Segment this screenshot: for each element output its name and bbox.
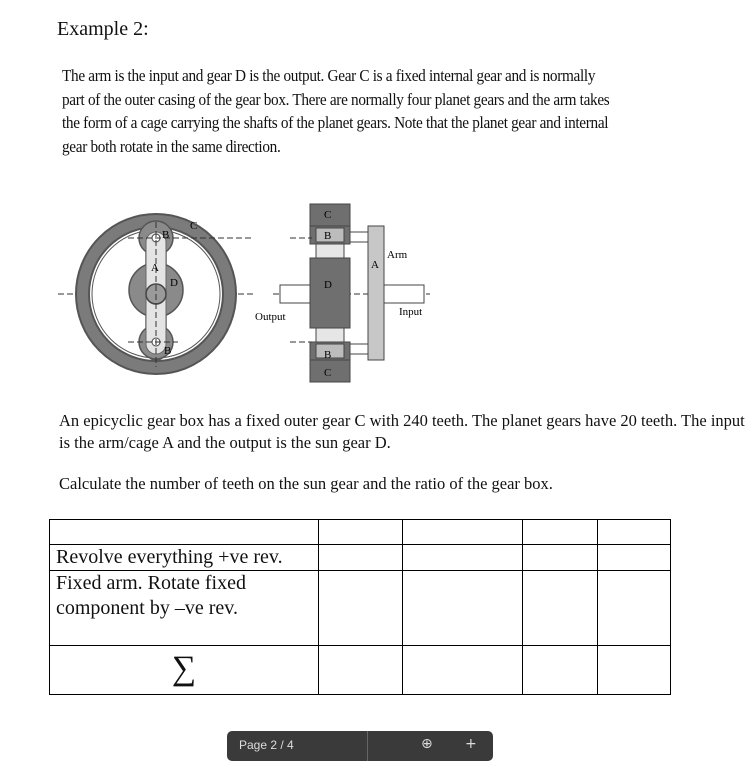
- table-cell: [403, 545, 523, 571]
- table-cell: [598, 545, 671, 571]
- table-cell-label: Revolve everything +ve rev.: [50, 545, 319, 571]
- table-cell-label: [50, 520, 319, 545]
- table-cell: [319, 520, 403, 545]
- toolbar-divider: [367, 731, 368, 761]
- table-cell: [319, 646, 403, 695]
- side-view: [255, 204, 430, 382]
- table-row-sum: [50, 646, 671, 695]
- question-text: Calculate the number of teeth on the sun gear and the ratio of the gear box.: [59, 474, 553, 493]
- table-cell: [319, 545, 403, 571]
- page-heading: Example 2:: [57, 18, 149, 40]
- label-b-front-bottom: B: [164, 345, 172, 357]
- label-b-front-top: B: [162, 229, 170, 241]
- intro-paragraph: The arm is the input and gear D is the output. Gear C is a fixed internal gear and is normally part of the outer casing of the gear box. There are normally four planet gears and the arm takes the form of a cage carrying the shafts of the planet gears. Note that the planet gear and internal gear both rotate in the same direction.: [62, 66, 610, 156]
- page-indicator: Page 2 / 4: [239, 738, 294, 752]
- sigma-symbol: ∑: [50, 646, 319, 695]
- label-output: Output: [255, 311, 286, 323]
- zoom-icon[interactable]: ⊕: [421, 736, 433, 752]
- plus-icon[interactable]: +: [465, 736, 477, 752]
- page-toolbar[interactable]: [227, 731, 493, 761]
- table-cell: [403, 646, 523, 695]
- table-cell: [598, 571, 671, 646]
- epicyclic-gear-diagram: [58, 192, 440, 387]
- table-row-header: [50, 520, 671, 545]
- table-cell: [598, 646, 671, 695]
- label-b-side-bottom: B: [324, 349, 332, 361]
- arm-plate: [368, 226, 384, 360]
- label-input: Input: [399, 306, 423, 318]
- label-c-side-bottom: C: [324, 367, 332, 379]
- problem-statement: An epicyclic gear box has a fixed outer gear C with 240 teeth. The planet gears have 20 teeth. The input is the arm/cage A and the output is the sun gear D.: [59, 411, 745, 452]
- label-c-front: C: [190, 220, 198, 232]
- table-cell: [403, 520, 523, 545]
- table-cell-label: Fixed arm. Rotate fixed component by –ve rev.: [50, 571, 319, 646]
- calculation-table: [49, 519, 671, 695]
- label-a-front: A: [151, 262, 159, 274]
- front-view: [58, 214, 253, 374]
- table-row-fixed-arm: [50, 571, 671, 646]
- label-arm: Arm: [387, 249, 408, 261]
- label-b-side-top: B: [324, 230, 332, 242]
- label-a-side: A: [371, 259, 379, 271]
- table-row-revolve: [50, 545, 671, 571]
- table-cell: [523, 545, 598, 571]
- table-cell: [319, 571, 403, 646]
- table-cell: [598, 520, 671, 545]
- table-cell: [523, 520, 598, 545]
- table-cell: [403, 571, 523, 646]
- label-c-side-top: C: [324, 209, 332, 221]
- table-cell: [523, 646, 598, 695]
- label-d-front: D: [170, 277, 178, 289]
- table-cell: [523, 571, 598, 646]
- label-d-side: D: [324, 279, 332, 291]
